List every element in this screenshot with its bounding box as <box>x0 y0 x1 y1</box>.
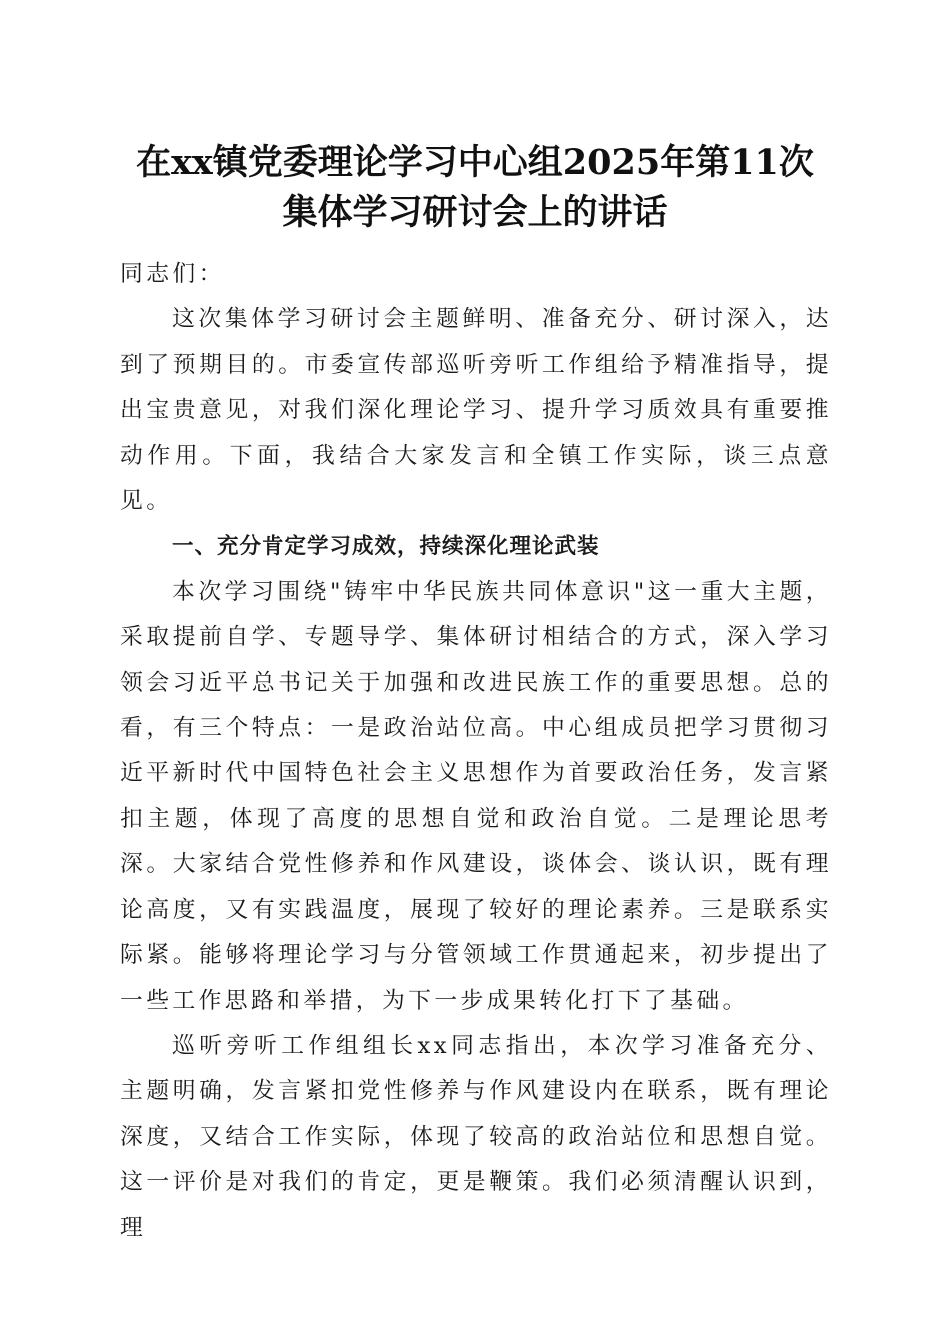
section-heading-1: 一、充分肯定学习成效，持续深化理论武装 <box>172 534 600 560</box>
paragraph-inspection-feedback: 巡听旁听工作组组长xx同志指出，本次学习准备充分、主题明确，发言紧扣党性修养与作风建设内在联系，既有理论深度，又结合工作实际，体现了较高的政治站位和思想自觉。这一评价是对我们的肯定，更是鞭策。我们必须清醒认识到，理 <box>120 1032 832 1241</box>
document-title <box>90 138 860 238</box>
greeting: 同志们： <box>120 261 225 287</box>
document-body <box>120 252 832 1251</box>
paragraph-study-results: 本次学习围绕"铸牢中华民族共同体意识"这一重大主题，采取提前自学、专题导学、集体研讨相结合的方式，深入学习领会习近平总书记关于加强和改进民族工作的重要思想。总的看，有三个特点：一是政治站位高。中心组成员把学习贯彻习近平新时代中国特色社会主义思想作为首要政治任务，发言紧扣主题，体现了高度的思想自觉和政治自觉。二是理论思考深。大家结合党性修养和作风建设，谈体会、谈认识，既有理论高度，又有实践温度，展现了较好的理论素养。三是联系实际紧。能够将理论学习与分管领域工作贯通起来，初步提出了一些工作思路和举措，为下一步成果转化打下了基础。 <box>120 578 832 1014</box>
title-line-2: 集体学习研讨会上的讲话 <box>282 192 668 233</box>
title-line-1: 在xx镇党委理论学习中心组2025年第11次 <box>136 142 814 183</box>
paragraph-intro: 这次集体学习研讨会主题鲜明、准备充分、研讨深入，达到了预期目的。市委宣传部巡听旁听工作组给予精准指导，提出宝贵意见，对我们深化理论学习、提升学习质效具有重要推动作用。下面，我结合大家发言和全镇工作实际，谈三点意见。 <box>120 306 832 515</box>
